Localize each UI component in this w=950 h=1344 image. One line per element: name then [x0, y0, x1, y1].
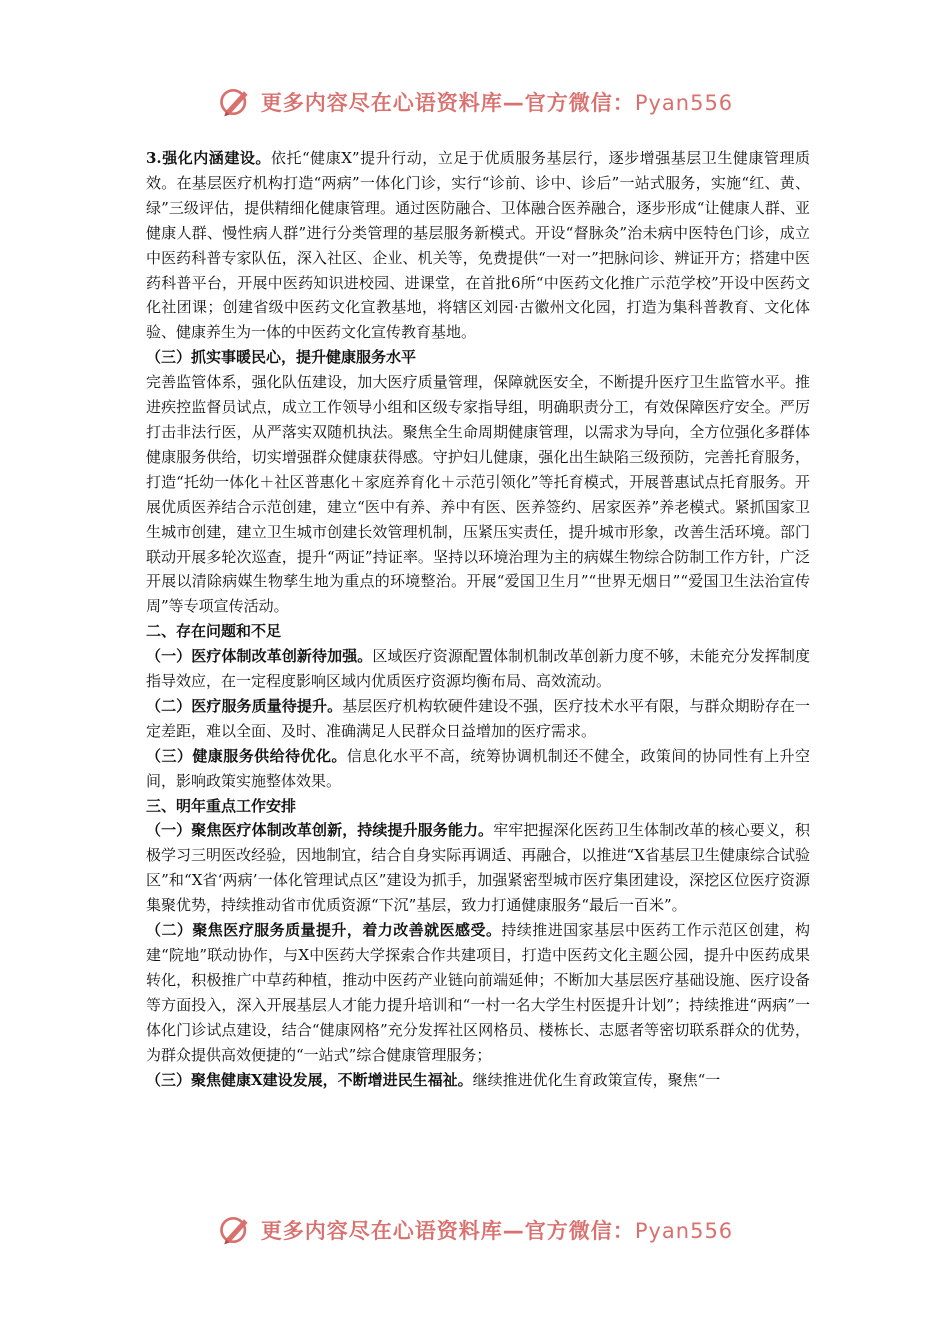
- paragraph: 3.强化内涵建设。依托“健康X”提升行动，立足于优质服务基层行，逐步增强基层卫生健康管理质效。在基层医疗机构打造“两病”一体化门诊，实行“诊前、诊中、诊后”一站式服务，实施“红、黄、绿”三级评估，提供精细化健康管理。通过医防融合、卫体融合医养融合，逐步形成“让健康人群、亚健康人群、慢性病人群”进行分类管理的基层服务新模式。开设“督脉灸”治未病中医特色门诊，成立中医药科普专家队伍，深入社区、企业、机关等，免费提供“一对一”把脉问诊、辨证开方；搭建中医药科普平台，开展中医药知识进校园、进课堂，在首批6所“中医药文化推广示范学校”开设中医药文化社团课；创建省级中医药文化宣教基地，将辖区刘园·古徽州文化园，打造为集科普教育、文化体验、健康养生为一体的中医药文化宣传教育基地。: [146, 149, 810, 342]
- paragraph: （三）健康服务供给待优化。信息化水平不高，统筹协调机制还不健全，政策间的协同性有上升空间，影响政策实施整体效果。: [146, 746, 810, 790]
- paragraph: （一）医疗体制改革创新待加强。区域医疗资源配置体制机制改革创新力度不够，未能充分发挥制度指导效应，在一定程度影响区域内优质医疗资源均衡布局、高效流动。: [146, 647, 810, 691]
- section-heading: 二、存在问题和不足: [146, 622, 282, 641]
- pen-logo-icon: [217, 84, 253, 120]
- paragraph: （一）聚焦医疗体制改革创新，持续提升服务能力。牢牢把握深化医药卫生体制改革的核心要义，积极学习三明医改经验，因地制宜，结合自身实际再调适、再融合，以推进“X省基层卫生健康综合试验区”和“X省‘两病’一体化管理试点区”建设为抓手，加强紧密型城市医疗集团建设，深挖区位医疗资源集聚优势，持续推动省市优质资源“下沉”基层，致力打通健康服务“最后一百米”。: [146, 821, 810, 915]
- paragraph: 完善监管体系，强化队伍建设，加大医疗质量管理，保障就医安全，不断提升医疗卫生监管水平。推进疾控监督员试点，成立工作领导小组和区级专家指导组，明确职责分工，有效保障医疗安全。严厉打击非法行医，从严落实双随机执法。聚焦全生命周期健康管理，以需求为导向，全方位强化多群体健康服务供给，切实增强群众健康获得感。守护妇儿健康，强化出生缺陷三级预防，完善托育服务，打造“托幼一体化＋社区普惠化＋家庭养育化＋示范引领化”等托育模式，开展普惠试点托育服务。开展优质医养结合示范创建，建立“医中有养、养中有医、医养签约、居家医养”养老模式。紧抓国家卫生城市创建，建立卫生城市创建长效管理机制，压紧压实责任，提升城市形象，改善生活环境。部门联动开展多轮次巡查，提升“两证”持证率。坚持以环境治理为主的病媒生物综合防制工作方针，广泛开展以清除病媒生物孳生地为重点的环境整治。开展“爱国卫生月”“世界无烟日”“爱国卫生法治宣传周”等专项宣传活动。: [146, 373, 810, 616]
- watermark-footer: [0, 1212, 950, 1248]
- paragraph: （二）医疗服务质量待提升。基层医疗机构软硬件建设不强，医疗技术水平有限，与群众期盼存在一定差距，难以全面、及时、准确满足人民群众日益增加的医疗需求。: [146, 696, 810, 740]
- section-heading: 三、明年重点工作安排: [146, 796, 297, 815]
- watermark-text: 更多内容尽在心语资料库—官方微信：Pyan556: [260, 1219, 734, 1243]
- paragraph: （二）聚焦医疗服务质量提升，着力改善就医感受。持续推进国家基层中医药工作示范区创建，构建“院地”联动协作，与X中医药大学探索合作共建项目，打造中医药文化主题公园，提升中医药成果转化，积极推广中草药种植，推动中医药产业链向前端延伸；不断加大基层医疗基础设施、医疗设备等方面投入，深入开展基层人才能力提升培训和“一村一名大学生村医提升计划”；持续推进“两病”一体化门诊试点建设，结合“健康网格”充分发挥社区网格员、楼栋长、志愿者等密切联系群众的优势，为群众提供高效便捷的“一站式”综合健康管理服务；: [146, 921, 810, 1064]
- watermark-text: 更多内容尽在心语资料库—官方微信：Pyan556: [260, 91, 734, 115]
- pen-logo-icon: [217, 1212, 253, 1248]
- section-heading: （三）抓实事暖民心，提升健康服务水平: [146, 348, 417, 367]
- paragraph: （三）聚焦健康X建设发展，不断增进民生福祉。继续推进优化生育政策宣传，聚焦“一: [146, 1070, 721, 1089]
- watermark-header: [0, 84, 950, 120]
- document-body: [146, 146, 810, 1092]
